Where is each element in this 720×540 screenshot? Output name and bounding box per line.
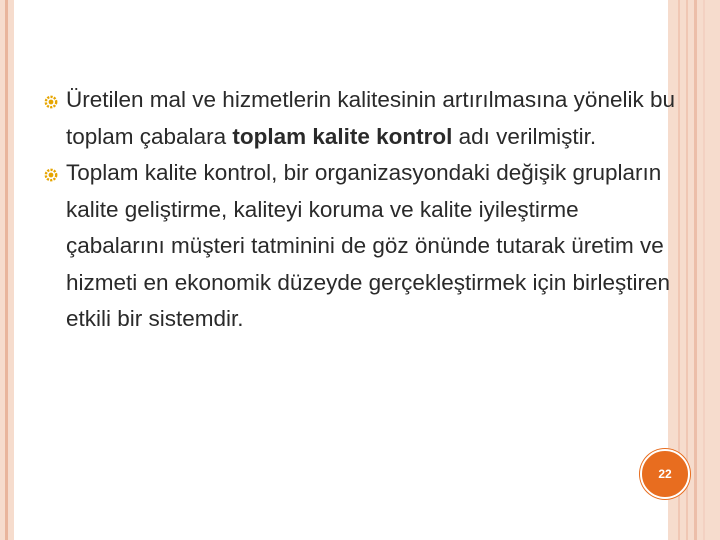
slide-body xyxy=(40,82,680,338)
page-number-badge xyxy=(640,449,690,499)
right-decorative-stripe xyxy=(703,0,705,540)
gear-bullet-icon xyxy=(44,95,58,109)
bullet-item xyxy=(40,82,680,155)
bullet-text: Üretilen mal ve hizmetlerin kalitesinin artırılmasına yönelik bu toplam çabalara xyxy=(66,87,675,149)
bullet-text: adı verilmiştir. xyxy=(452,123,597,149)
bullet-text: Toplam kalite kontrol, bir organizasyondaki değişik grupların kalite geliştirme, kaliteyi koruma ve kalite iyileştirme çabalarını müşteri tatminini de göz önünde tutarak üretim ve hizmeti en ekonomik düzeyde gerçekleştirmek için birleştiren etkili bir sistemdir. xyxy=(66,160,671,331)
page-number: 22 xyxy=(658,467,672,481)
bullet-bold-term: toplam kalite kontrol xyxy=(232,123,453,149)
left-decorative-stripe xyxy=(5,0,8,540)
bullet-item xyxy=(40,155,680,338)
right-decorative-stripe xyxy=(694,0,697,540)
gear-bullet-icon xyxy=(44,168,58,182)
right-decorative-stripe xyxy=(686,0,688,540)
